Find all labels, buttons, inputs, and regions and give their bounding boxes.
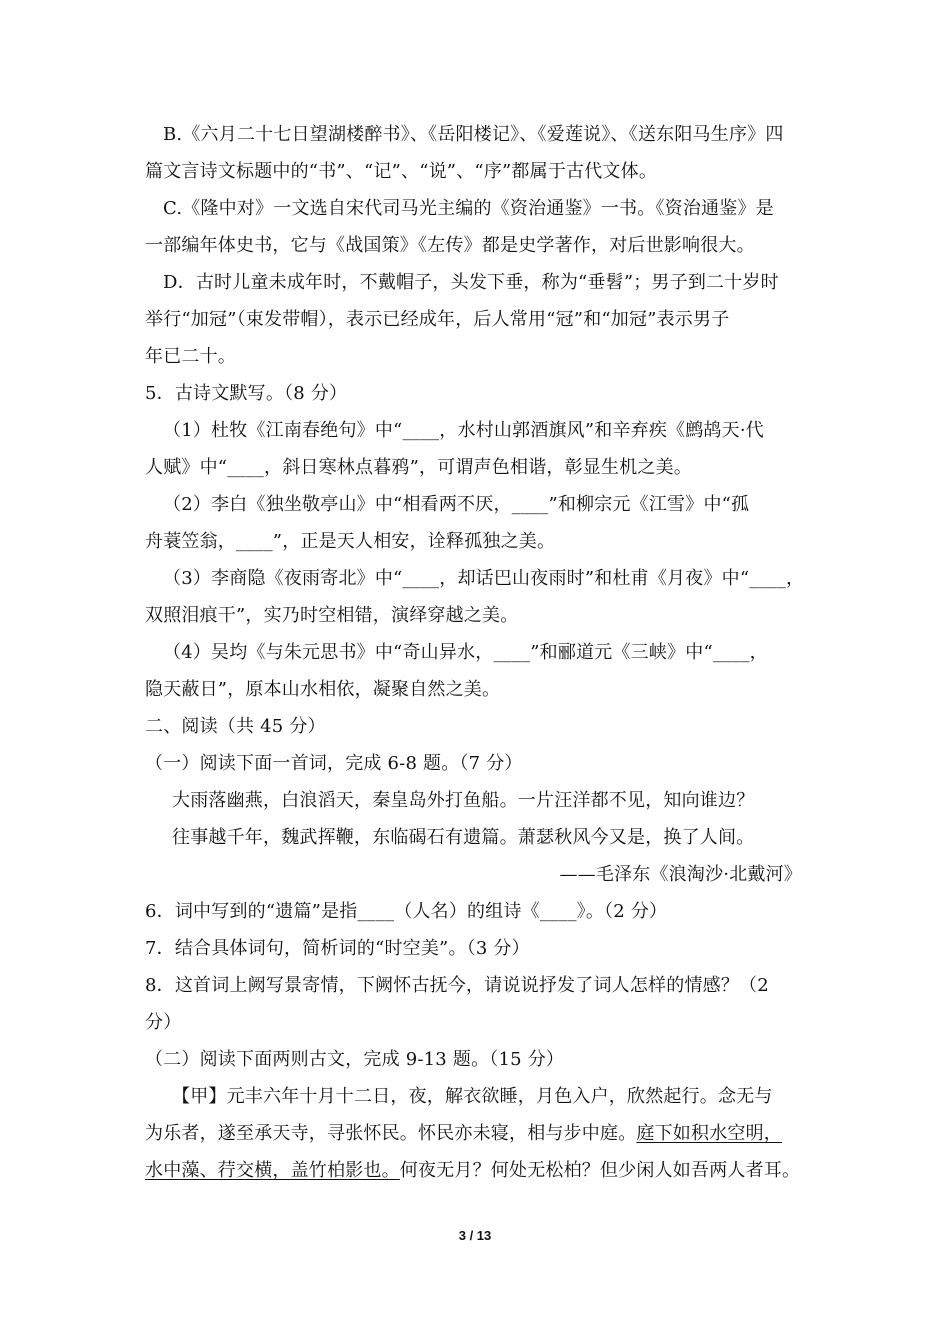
passage-a-line-2 bbox=[145, 1122, 807, 1146]
option-d-line-1: D．古时儿童未成年时，不戴帽子，头发下垂，称为“垂髫”；男子到二十岁时 bbox=[163, 272, 779, 293]
option-b-line-2: 篇文言诗文标题中的“书”、“记”、“说”、“序”都属于古代文体。 bbox=[145, 161, 658, 182]
subsection-2-heading: （二）阅读下面两则古文，完成 9-13 题。（15 分） bbox=[145, 1049, 565, 1070]
passage-a-line-1: 【甲】元丰六年十月十二日，夜，解衣欲睡，月色入户，欣然起行。念无与 bbox=[172, 1086, 773, 1107]
option-b-line-1: B.《六月二十七日望湖楼醉书》、《岳阳楼记》、《爱莲说》、《送东阳马生序》四 bbox=[163, 124, 784, 145]
option-c-line-1: C.《隆中对》一文选自宋代司马光主编的《资治通鉴》一书。《资治通鉴》是 bbox=[163, 198, 774, 219]
q5-item-4-line-2: 隐天蔽日”，原本山水相依，凝聚自然之美。 bbox=[145, 679, 501, 700]
question-8-line-1: 8．这首词上阙写景寄情，下阙怀古抚今，请说说抒发了词人怎样的情感？（2 bbox=[145, 975, 769, 996]
passage-a-text: 为乐者，遂至承天寺，寻张怀民。怀民亦未寝，相与步中庭。 bbox=[145, 1123, 637, 1144]
question-5-heading: 5．古诗文默写。（8 分） bbox=[145, 383, 348, 404]
q5-item-1-line-1: （1）杜牧《江南春绝句》中“____，水村山郭酒旗风”和辛弃疾《鹧鸪天·代 bbox=[163, 420, 764, 441]
passage-a-text-end: 何夜无月？何处无松柏？但少闲人如吾两人者耳。 bbox=[399, 1160, 801, 1181]
option-c-line-2: 一部编年体史书，它与《战国策》《左传》都是史学著作，对后世影响很大。 bbox=[145, 235, 755, 256]
option-d-line-2: 举行“加冠”（束发带帽），表示已经成年，后人常用“冠”和“加冠”表示男子 bbox=[145, 309, 730, 330]
page-number: 3 / 13 bbox=[458, 1228, 492, 1243]
q5-item-3-line-1: （3）李商隐《夜雨寄北》中“____，却话巴山夜雨时”和杜甫《月夜》中“____， bbox=[163, 568, 805, 589]
question-7: 7．结合具体词句，简析词的“时空美”。（3 分） bbox=[145, 938, 530, 959]
q5-item-2-line-2: 舟蓑笠翁，____”，正是天人相安，诠释孤独之美。 bbox=[145, 531, 556, 552]
underlined-sentence-part-1: 庭下如积水空明， bbox=[636, 1123, 783, 1144]
poem-line-1: 大雨落幽燕，白浪滔天，秦皇岛外打鱼船。一片汪洋都不见，知向谁边？ bbox=[172, 790, 755, 811]
section-2-heading: 二、阅读（共 45 分） bbox=[145, 716, 326, 737]
option-d-line-3: 年已二十。 bbox=[145, 346, 236, 367]
subsection-1-heading: （一）阅读下面一首词，完成 6-8 题。（7 分） bbox=[145, 753, 523, 774]
poem-attribution: ——毛泽东《浪淘沙·北戴河》 bbox=[559, 864, 802, 885]
underlined-sentence-part-2: 水中藻、荇交横，盖竹柏影也。 bbox=[145, 1160, 400, 1181]
q5-item-1-line-2: 人赋》中“____，斜日寒林点暮鸦”，可谓声色相谐，彰显生机之美。 bbox=[145, 457, 693, 478]
q5-item-2-line-1: （2）李白《独坐敬亭山》中“相看两不厌，____”和柳宗元《江雪》中“孤 bbox=[163, 494, 750, 515]
passage-a-line-3 bbox=[145, 1159, 807, 1183]
poem-line-2: 往事越千年，魏武挥鞭，东临碣石有遗篇。萧瑟秋风今又是，换了人间。 bbox=[172, 827, 755, 848]
q5-item-3-line-2: 双照泪痕干”，实乃时空相错，演绎穿越之美。 bbox=[145, 605, 519, 626]
q5-item-4-line-1: （4）吴均《与朱元思书》中“奇山异水，____”和郦道元《三峡》中“____， bbox=[163, 642, 768, 663]
question-8-line-2: 分） bbox=[145, 1012, 182, 1033]
question-6: 6．词中写到的“遗篇”是指____（人名）的组诗《____》。（2 分） bbox=[145, 901, 668, 922]
